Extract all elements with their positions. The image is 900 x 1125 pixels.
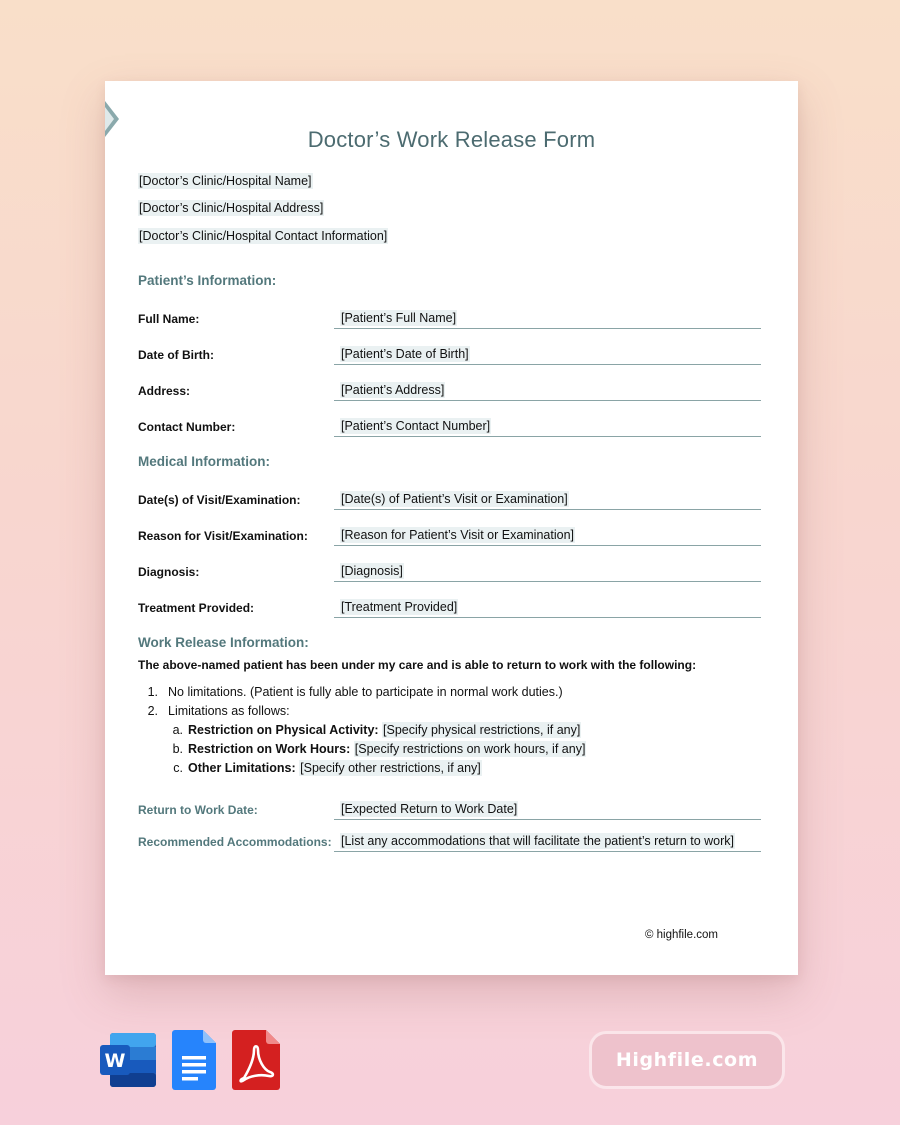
document-page	[105, 81, 798, 975]
pdf-icon[interactable]	[232, 1030, 280, 1090]
accommodations-field[interactable]: [List any accommodations that will facilitate the patient’s return to work]	[334, 833, 761, 852]
google-docs-icon[interactable]	[172, 1030, 216, 1090]
option-no-limitations: 1. No limitations. (Patient is fully able to participate in normal work duties.)	[147, 685, 563, 699]
visit-date-label: Date(s) of Visit/Examination:	[138, 493, 301, 507]
full-name-field[interactable]: [Patient’s Full Name]	[334, 310, 761, 329]
page-title: Doctor’s Work Release Form	[307, 127, 596, 152]
treatment-label: Treatment Provided:	[138, 601, 255, 615]
copyright-text: © highfile.com	[644, 929, 718, 941]
address-field[interactable]: [Patient’s Address]	[334, 382, 761, 401]
visit-reason-field[interactable]: [Reason for Patient’s Visit or Examination]	[334, 527, 761, 546]
address-label: Address:	[138, 384, 191, 398]
clinic-contact[interactable]: [Doctor’s Clinic/Hospital Contact Information]	[139, 229, 388, 243]
full-name-label: Full Name:	[138, 312, 200, 326]
return-date-label: Return to Work Date:	[138, 803, 258, 817]
svg-text:W: W	[104, 1050, 126, 1072]
contact-number-field[interactable]: [Patient’s Contact Number]	[334, 418, 761, 437]
word-icon[interactable]	[100, 1030, 156, 1090]
diagnosis-field[interactable]: [Diagnosis]	[334, 563, 761, 582]
treatment-field[interactable]: [Treatment Provided]	[334, 599, 761, 618]
limitation-other: c. Other Limitations: [Specify other restrictions, if any]	[173, 761, 481, 775]
visit-reason-label: Reason for Visit/Examination:	[138, 529, 308, 543]
other-restriction-field[interactable]: [Specify other restrictions, if any]	[300, 761, 481, 775]
work-release-intro: The above-named patient has been under my care and is able to return to work with the following:	[138, 658, 697, 672]
date-of-birth-label: Date of Birth:	[138, 348, 214, 362]
clinic-name[interactable]: [Doctor’s Clinic/Hospital Name]	[139, 174, 312, 188]
work-release-heading: Work Release Information:	[138, 635, 309, 650]
visit-date-field[interactable]: [Date(s) of Patient’s Visit or Examination]	[334, 491, 761, 510]
diagnosis-label: Diagnosis:	[138, 565, 200, 579]
accommodations-label: Recommended Accommodations:	[138, 835, 332, 849]
hours-restriction-field[interactable]: [Specify restrictions on work hours, if any]	[354, 742, 586, 756]
limitation-hours: b. Restriction on Work Hours: [Specify restrictions on work hours, if any]	[172, 742, 586, 756]
medical-info-heading: Medical Information:	[138, 454, 271, 469]
option-limitations: 2. Limitations as follows:	[147, 704, 290, 718]
clinic-address[interactable]: [Doctor’s Clinic/Hospital Address]	[139, 201, 324, 215]
contact-number-label: Contact Number:	[138, 420, 236, 434]
limitation-physical: a. Restriction on Physical Activity: [Specify physical restrictions, if any]	[172, 723, 581, 737]
physical-restriction-field[interactable]: [Specify physical restrictions, if any]	[383, 723, 581, 737]
brand-badge[interactable]: Highfile.com	[592, 1034, 782, 1086]
return-date-field[interactable]: [Expected Return to Work Date]	[334, 801, 761, 820]
date-of-birth-field[interactable]: [Patient’s Date of Birth]	[334, 346, 761, 365]
patient-info-heading: Patient’s Information:	[138, 273, 277, 288]
